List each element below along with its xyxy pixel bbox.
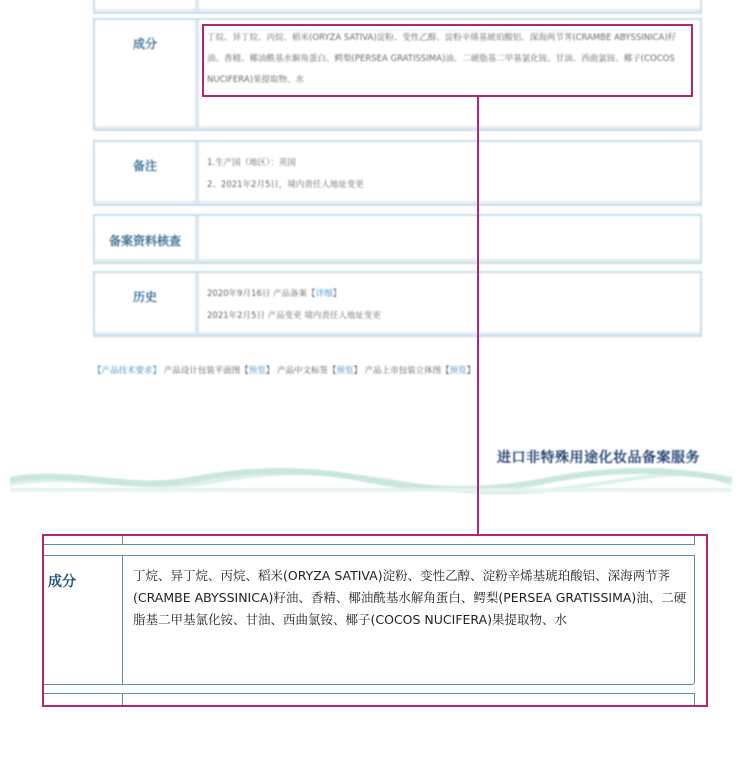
history-value: [207, 283, 692, 327]
notes-line-2: 2、2021年2月5日，境内责任人地址变更: [207, 180, 364, 190]
zoom-ingredients-label: 成分: [48, 574, 76, 590]
zoom-ingredients-value: 丁烷、异丁烷、丙烷、稻米(ORYZA SATIVA)淀粉、变性乙醇、淀粉辛烯基琥珀酸铝、深海两节荠(CRAMBE ABYSSINICA)籽油、香精、椰油酰基水解角蛋白、鳄梨(PERSEA GRATISSIMA)油、二硬脂基二甲基氯化铵、甘油、西曲氯铵、椰子(COCOS NUCIFERA)果提取物、水: [133, 568, 687, 627]
banner-title: 进口非特殊用途化妆品备案服务: [497, 450, 700, 466]
links-item-1: 产品设计包装平面图【: [163, 366, 249, 376]
notes-line-1: 1.生产国（地区）：英国: [207, 158, 296, 168]
notes-row: [93, 140, 702, 206]
highlight-box-zoom: [42, 534, 708, 707]
history-line-1: [207, 283, 692, 305]
notes-label: 备注: [95, 142, 199, 204]
history-line-1-end: 】: [332, 289, 342, 299]
tech-requirements-link[interactable]: 【产品技术要求】: [93, 366, 162, 376]
ingredients-label: 成分: [95, 20, 199, 129]
highlight-connector-line: [477, 95, 479, 536]
links-item-3: 】 产品上市包装立体图【: [353, 366, 450, 376]
attachment-links-bar: [93, 364, 475, 376]
preview-link-3[interactable]: 预览: [449, 366, 467, 376]
top-partial-row: [93, 0, 702, 14]
history-line-1-text: 2020年9月16日 产品备案【: [207, 289, 316, 299]
highlight-box-source: [202, 24, 693, 97]
banner-wave-decoration: [10, 458, 732, 496]
links-item-2: 】 产品中文标签【: [265, 366, 337, 376]
preview-link-2[interactable]: 预览: [336, 366, 354, 376]
notes-value: [207, 152, 692, 196]
row-label-cell: [95, 0, 199, 12]
history-detail-link[interactable]: 详细: [315, 289, 333, 299]
ingredients-value: 丁烷、异丁烷、丙烷、稻米(ORYZA SATIVA)淀粉、变性乙醇、淀粉辛烯基琥珀酸铝、深海两节荠(CRAMBE ABYSSINICA)籽油、香精、椰油酰基水解角蛋白、鳄梨(PERSEA GRATISSIMA)油、二硬脂基二甲基氯化铵、甘油、西曲氯铵、椰子(COCOS NUCIFERA)果提取物、水: [207, 33, 677, 85]
preview-link-1[interactable]: 预览: [248, 366, 266, 376]
history-row: [93, 271, 702, 337]
check-row: [93, 214, 702, 264]
history-line-2: 2021年2月5日 产品变更 境内责任人地址变更: [207, 311, 381, 321]
links-end: 】: [466, 366, 476, 376]
check-label: 备案资料核查: [95, 216, 199, 262]
history-label: 历史: [95, 273, 199, 335]
